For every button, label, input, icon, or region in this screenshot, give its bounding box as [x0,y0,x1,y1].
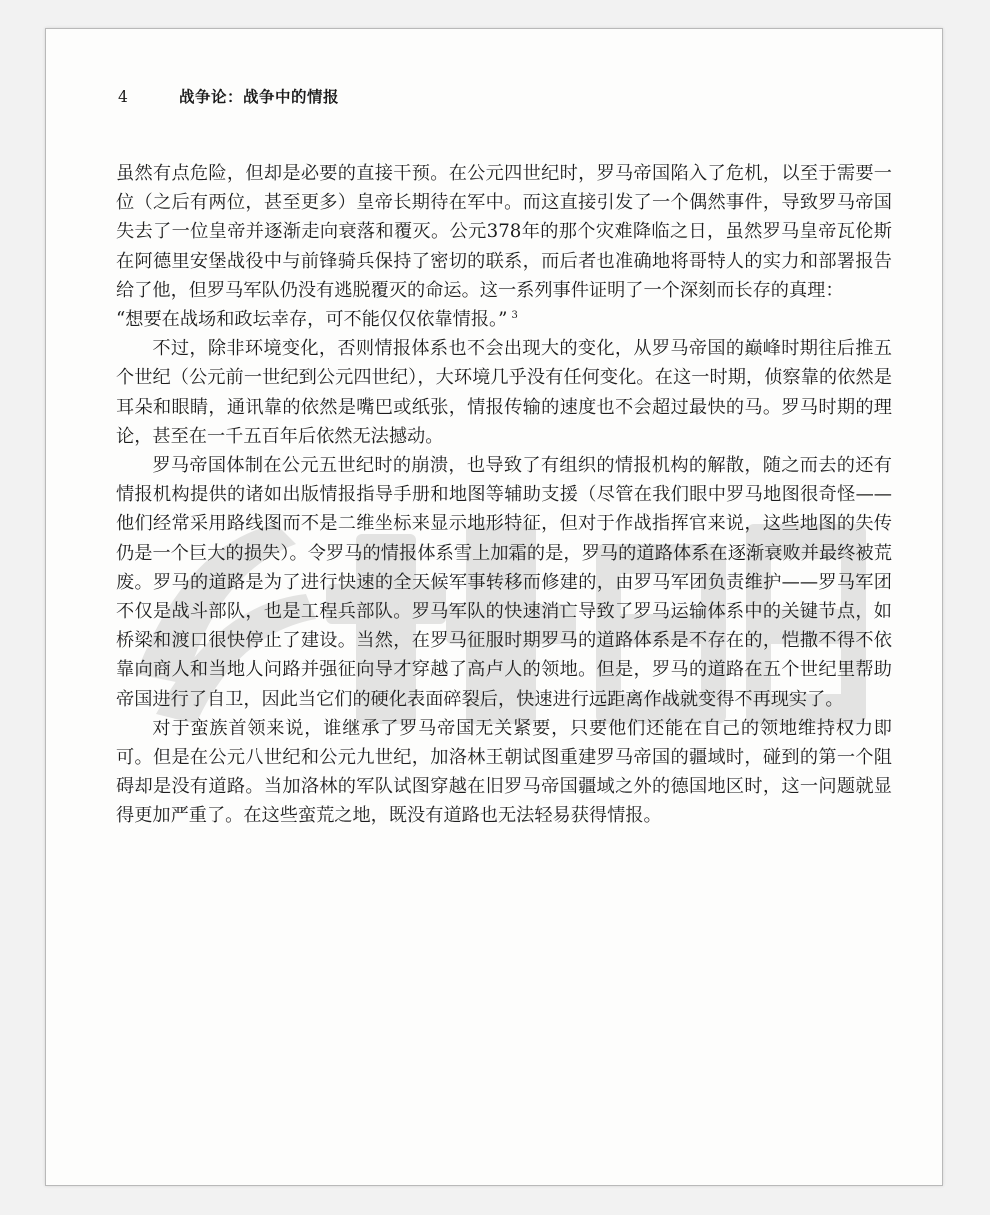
paragraph-1 [116,159,892,334]
page-number: 4 [118,88,128,106]
paragraph-4: 对于蛮族首领来说，谁继承了罗马帝国无关紧要，只要他们还能在自己的领地维持权力即可。但是在公元八世纪和公元九世纪，加洛林王朝试图重建罗马帝国的疆域时，碰到的第一个阻碍却是没有道路。当加洛林的军队试图穿越在旧罗马帝国疆域之外的德国地区时，这一问题就显得更加严重了。在这些蛮荒之地，既没有道路也无法轻易获得情报。 [116,717,892,827]
body-text [116,159,892,831]
footnote-marker: 3 [511,309,518,321]
running-header [118,85,339,109]
running-title: 战争论：战争中的情报 [178,88,339,106]
paragraph-2: 不过，除非环境变化，否则情报体系也不会出现大的变化，从罗马帝国的巅峰时期往后推五个世纪（公元前一世纪到公元四世纪），大环境几乎没有任何变化。在这一时期，侦察靠的依然是耳朵和眼睛，通讯靠的依然是嘴巴或纸张，情报传输的速度也不会超过最快的马。罗马时期的理论，甚至在一千五百年后依然无法撼动。 [116,338,892,447]
book-page [45,28,943,1186]
paragraph-1-text: 虽然有点危险，但却是必要的直接干预。在公元四世纪时，罗马帝国陷入了危机，以至于需要一位（之后有两位，甚至更多）皇帝长期待在军中。而这直接引发了一个偶然事件，导致罗马帝国失去了一位皇帝并逐渐走向衰落和覆灭。公元378年的那个灾难降临之日，虽然罗马皇帝瓦伦斯在阿德里安堡战役中与前锋骑兵保持了密切的联系，而后者也准确地将哥特人的实力和部署报告给了他，但罗马军队仍没有逃脱覆灭的命运。这一系列事件证明了一个深刻而长存的真理： [116,163,892,301]
paragraph-1-quote: “想要在战场和政坛幸存，可不能仅仅依靠情报。” [116,309,508,331]
paragraph-3: 罗马帝国体制在公元五世纪时的崩溃，也导致了有组织的情报机构的解散，随之而去的还有情报机构提供的诸如出版情报指导手册和地图等辅助支援（尽管在我们眼中罗马地图很奇怪——他们经常采用路线图而不是二维坐标来显示地形特征，但对于作战指挥官来说，这些地图的失传仍是一个巨大的损失）。令罗马的情报体系雪上加霜的是，罗马的道路体系在逐渐衰败并最终被荒废。罗马的道路是为了进行快速的全天候军事转移而修建的，由罗马军团负责维护——罗马军团不仅是战斗部队，也是工程兵部队。罗马军队的快速消亡导致了罗马运输体系中的关键节点，如桥梁和渡口很快停止了建设。当然，在罗马征服时期罗马的道路体系是不存在的，恺撒不得不依靠向商人和当地人问路并强征向导才穿越了高卢人的领地。但是，罗马的道路在五个世纪里帮助帝国进行了自卫，因此当它们的硬化表面碎裂后，快速进行远距离作战就变得不再现实了。 [116,455,892,710]
